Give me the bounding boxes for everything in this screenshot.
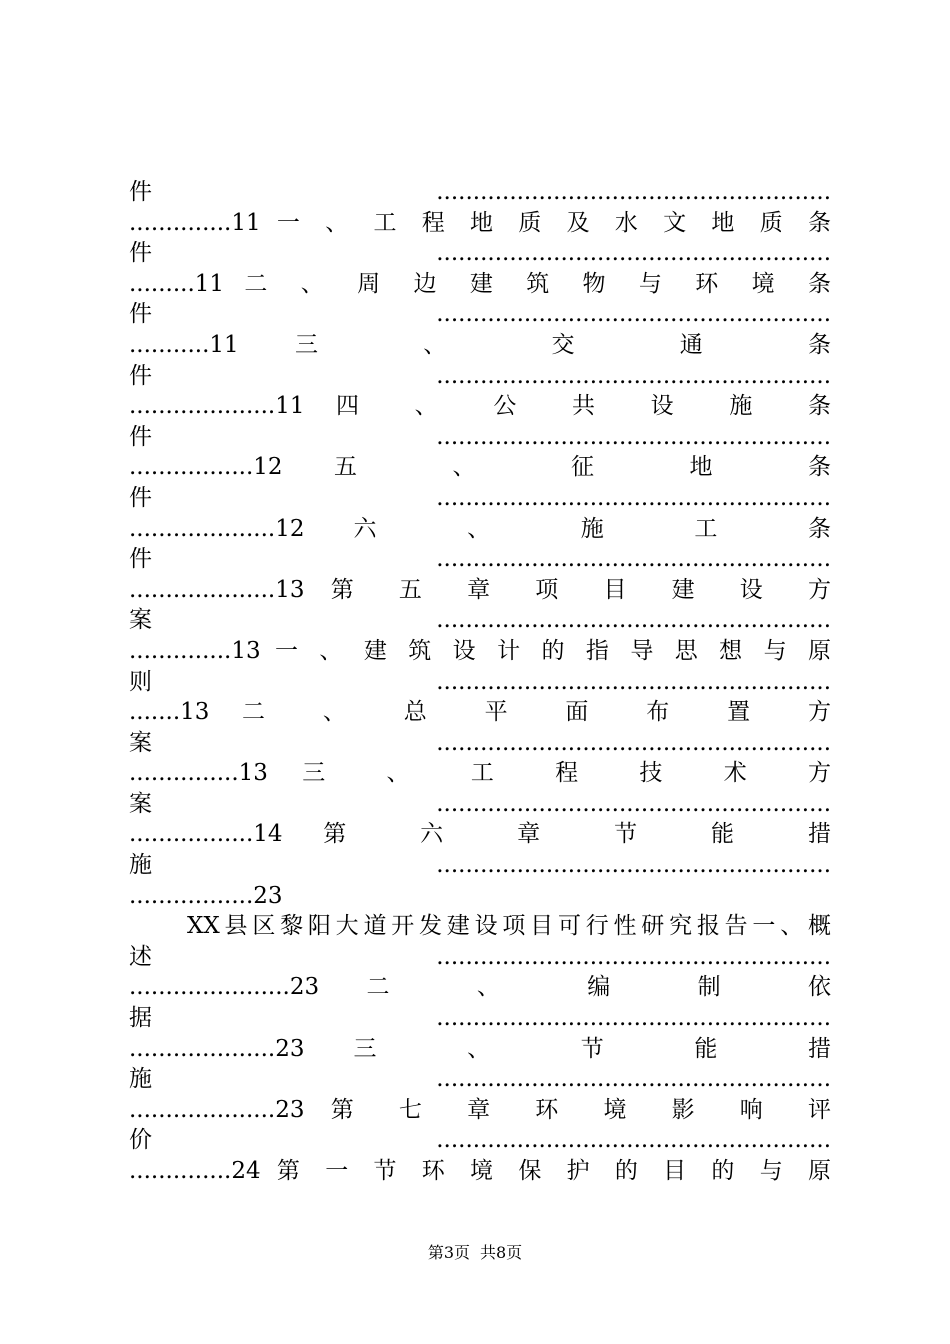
toc-line: 件...................................................... xyxy=(129,546,831,573)
page-total: 共8页 xyxy=(480,1243,523,1262)
toc-line: ....................11 四 、 公 共 设 施 条 xyxy=(129,393,831,420)
toc-line: ...........11 三 、 交 通 条 xyxy=(129,331,831,358)
toc-line: ....................12 六 、 施 工 条 xyxy=(129,515,831,542)
toc-line: ..............13 一 、 建 筑 设 计 的 指 导 思 想 与 原 xyxy=(129,637,831,664)
toc-line: ....................23 第 七 章 环 境 影 响 评 xyxy=(129,1096,831,1123)
toc-line: .................14 第 六 章 节 能 措 xyxy=(129,821,831,848)
toc-line: 案...................................................... xyxy=(129,607,831,634)
toc-line: ..............11 一 、 工 程 地 质 及 水 文 地 质 条 xyxy=(129,209,831,236)
toc-line: 件...................................................... xyxy=(129,179,831,205)
toc-line: 件...................................................... xyxy=(129,484,831,511)
toc-line: ...............13 三 、 工 程 技 术 方 xyxy=(129,760,831,787)
toc-line: ......................23 二 、 编 制 依 xyxy=(129,974,831,1001)
table-of-contents xyxy=(129,177,831,1187)
toc-line: .........11 二 、 周 边 建 筑 物 与 环 境 条 xyxy=(129,270,831,297)
toc-line: .................23 xyxy=(129,882,283,909)
toc-line: 据...................................................... xyxy=(129,1005,831,1032)
toc-line: ....................23 三 、 节 能 措 xyxy=(129,1035,831,1062)
toc-line: 件...................................................... xyxy=(129,423,831,450)
toc-line: ....................13 第 五 章 项 目 建 设 方 xyxy=(129,576,831,603)
toc-line: 价...................................................... xyxy=(129,1127,831,1154)
toc-line: 述...................................................... xyxy=(129,943,831,970)
toc-line: ..............24 第 一 节 环 境 保 护 的 目 的 与 原 xyxy=(129,1158,831,1184)
toc-line: 件...................................................... xyxy=(129,301,831,328)
toc-line: 案...................................................... xyxy=(129,729,831,756)
toc-line: 则...................................................... xyxy=(129,668,831,695)
toc-line: XX县区黎阳大道开发建设项目可行性研究报告一、概 xyxy=(187,913,831,940)
toc-line: .......13 二 、 总 平 面 布 置 方 xyxy=(129,699,831,726)
toc-line: .................12 五 、 征 地 条 xyxy=(129,454,831,481)
toc-line: 施...................................................... xyxy=(129,852,831,879)
page-footer xyxy=(0,1243,950,1263)
toc-line: 件...................................................... xyxy=(129,362,831,389)
page-number: 第3页 xyxy=(427,1243,470,1262)
toc-line: 施...................................................... xyxy=(129,1066,831,1093)
toc-line: 件...................................................... xyxy=(129,240,831,267)
toc-line: 案...................................................... xyxy=(129,790,831,817)
